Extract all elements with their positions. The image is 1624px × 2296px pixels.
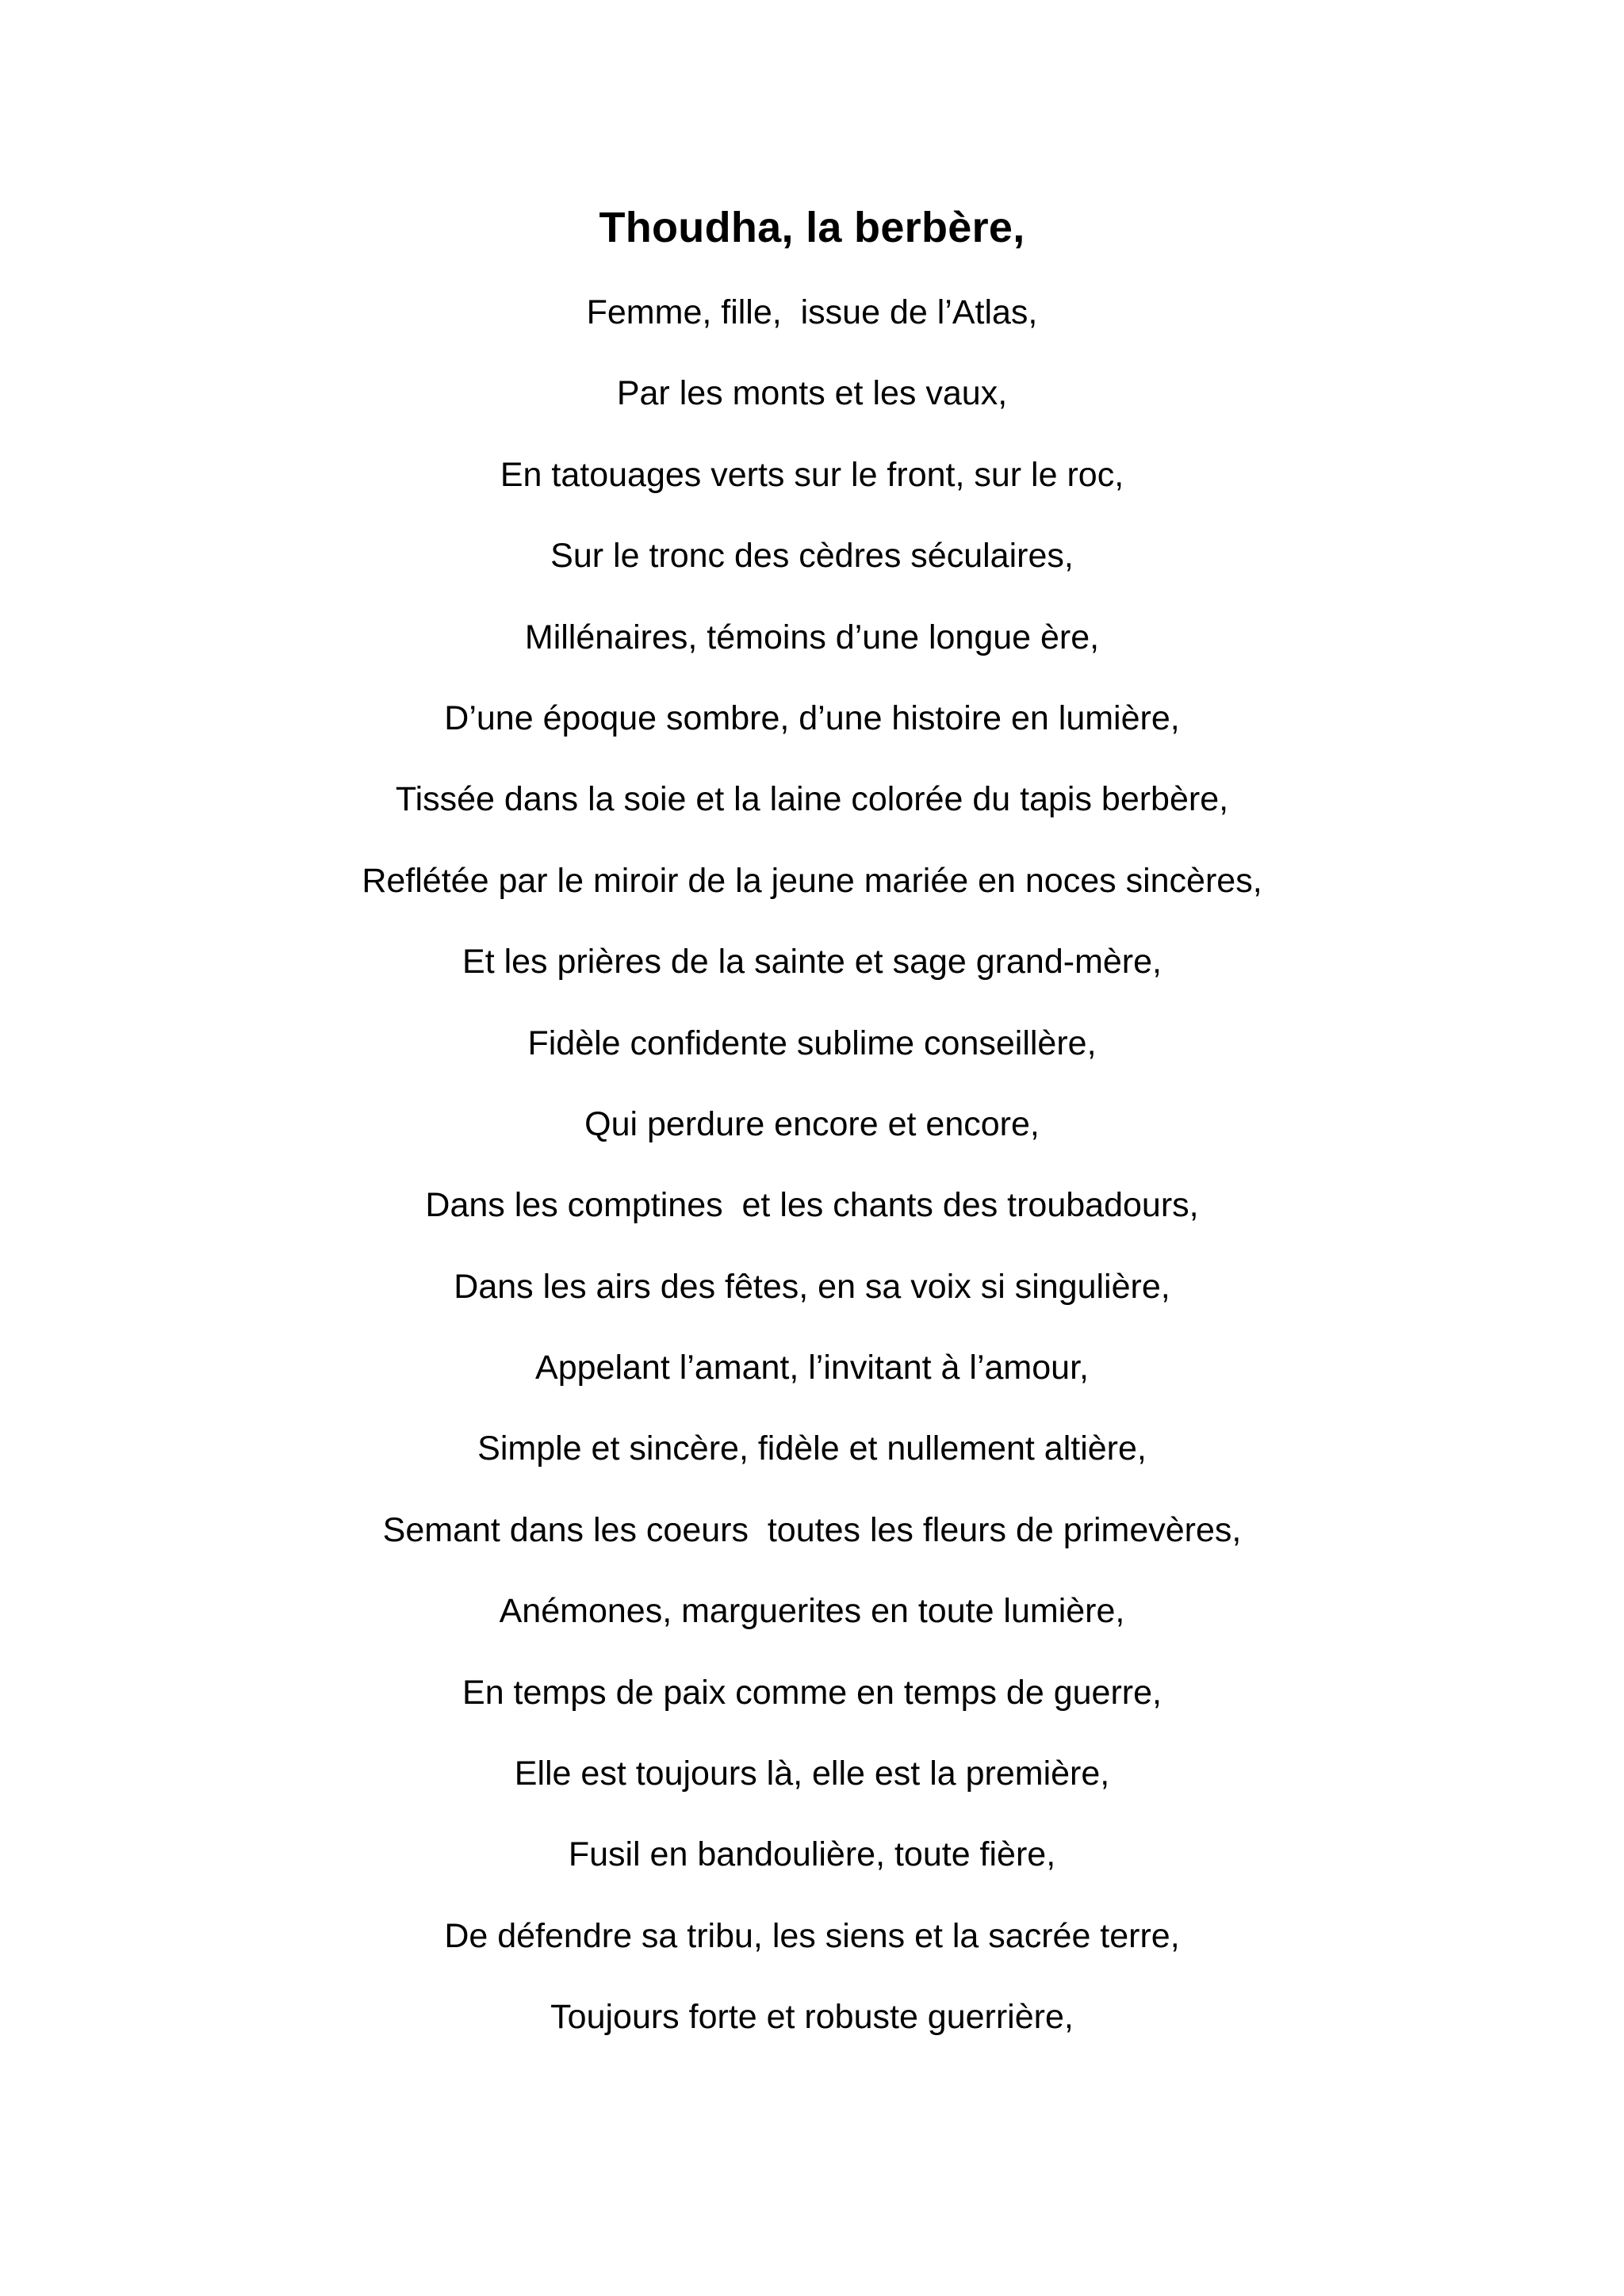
poem-body [0,287,1624,2073]
poem-line: Semant dans les coeurs toutes les fleurs de primevères, [382,1510,1242,1549]
poem-line: Sur le tronc des cèdres séculaires, [550,537,1074,576]
poem-line: En tatouages verts sur le front, sur le roc, [500,455,1124,494]
poem-line: Elle est toujours là, elle est la première, [514,1755,1110,1793]
poem-line: Millénaires, témoins d’une longue ère, [524,618,1100,656]
poem-line: Fidèle confidente sublime conseillère, [527,1024,1097,1062]
poem-line: Tissée dans la soie et la laine colorée du tapis berbère, [395,780,1229,819]
poem-line: Appelant l’amant, l’invitant à l’amour, [535,1349,1089,1387]
poem-line: Reflétée par le miroir de la jeune mariée en noces sincères, [362,861,1262,900]
poem-line: Par les monts et les vaux, [616,374,1008,413]
poem-line: Dans les comptines et les chants des troubadours, [425,1186,1199,1225]
poem-line: De défendre sa tribu, les siens et la sacrée terre, [444,1916,1180,1955]
poem-line: Et les prières de la sainte et sage grand-mère, [462,943,1162,982]
poem-line: Simple et sincère, fidèle et nullement altière, [477,1429,1147,1468]
poem-line: Dans les airs des fêtes, en sa voix si singulière, [454,1267,1170,1306]
poem-line: En temps de paix comme en temps de guerre, [462,1673,1162,1712]
poem-line: D’une époque sombre, d’une histoire en lumière, [444,698,1180,737]
poem-line: Femme, fille, issue de l’Atlas, [586,293,1038,331]
poem-line: Anémones, marguerites en toute lumière, [499,1592,1125,1631]
poem-line: Fusil en bandoulière, toute fière, [568,1835,1056,1874]
poem-line: Qui perdure encore et encore, [584,1104,1040,1143]
poem-title: Thoudha, la berbère, [599,204,1025,251]
poem-line: Toujours forte et robuste guerrière, [550,1998,1074,2037]
